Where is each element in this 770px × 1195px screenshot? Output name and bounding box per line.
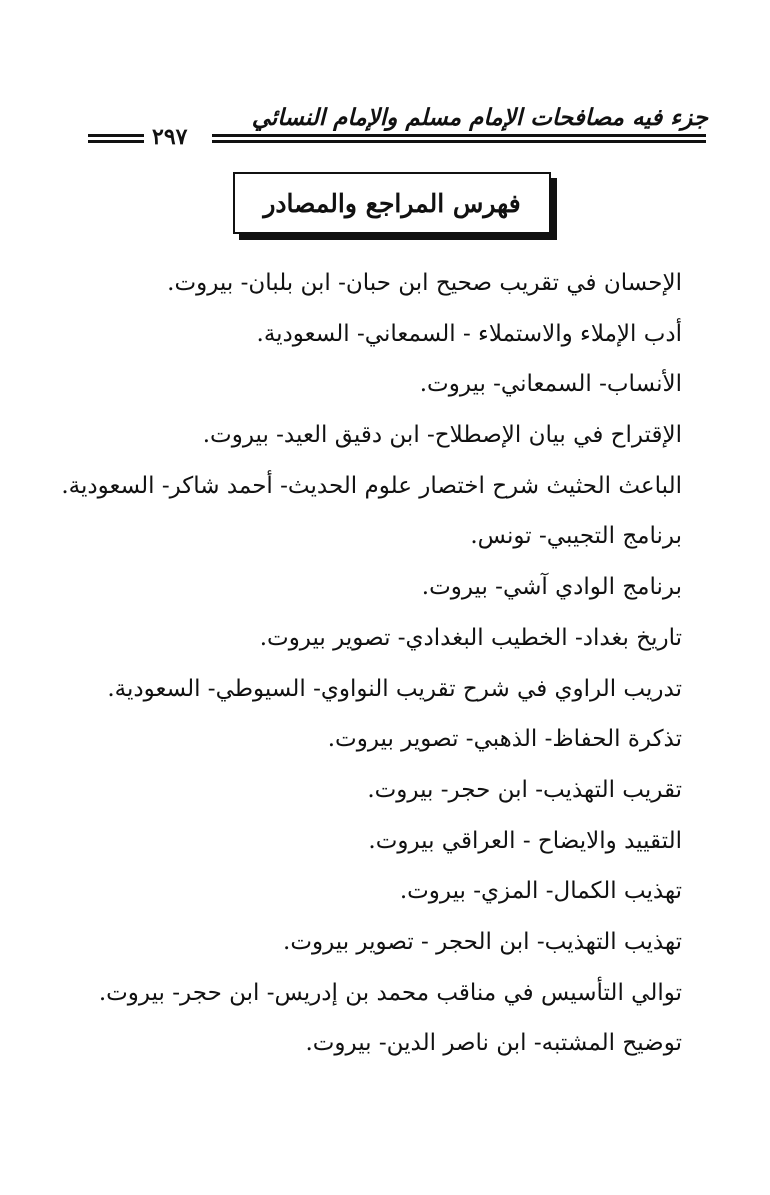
section-title: فهرس المراجع والمصادر xyxy=(263,188,521,218)
reference-entry: الإقتراح في بيان الإصطلاح- ابن دقيق العيد- بيروت. xyxy=(202,422,682,449)
reference-list xyxy=(61,258,682,1069)
reference-entry: تاريخ بغداد- الخطيب البغدادي- تصوير بيروت. xyxy=(259,624,682,651)
reference-entry: تذكرة الحفاظ- الذهبي- تصوير بيروت. xyxy=(327,726,682,753)
reference-entry: الأنساب- السمعاني- بيروت. xyxy=(419,371,682,398)
reference-entry: أدب الإملاء والاستملاء - السمعاني- السعودية. xyxy=(256,320,682,347)
reference-entry: تدريب الراوي في شرح تقريب النواوي- السيوطي- السعودية. xyxy=(107,675,682,702)
reference-entry: توضيح المشتبه- ابن ناصر الدين- بيروت. xyxy=(305,1030,682,1057)
reference-entry: التقييد والايضاح - العراقي بيروت. xyxy=(368,827,682,854)
reference-entry: تقريب التهذيب- ابن حجر- بيروت. xyxy=(367,776,682,803)
reference-entry: الباعث الحثيث شرح اختصار علوم الحديث- أحمد شاكر- السعودية. xyxy=(61,472,682,499)
running-header-title: جزء فيه مصافحات الإمام مسلم والإمام النسائي xyxy=(251,104,708,131)
reference-entry: الإحسان في تقريب صحيح ابن حبان- ابن بلبان- بيروت. xyxy=(167,270,682,296)
header-rule-left xyxy=(88,134,144,143)
header-rule-right xyxy=(212,134,706,143)
section-title-box xyxy=(233,172,551,234)
page-number: ٢٩٧ xyxy=(152,124,188,150)
reference-entry: تهذيب التهذيب- ابن الحجر - تصوير بيروت. xyxy=(283,928,682,955)
reference-entry: توالي التأسيس في مناقب محمد بن إدريس- ابن حجر- بيروت. xyxy=(98,979,682,1006)
reference-entry: برنامج التجيبي- تونس. xyxy=(470,523,682,550)
reference-entry: تهذيب الكمال- المزي- بيروت. xyxy=(399,878,682,905)
reference-entry: برنامج الوادي آشي- بيروت. xyxy=(421,574,682,601)
